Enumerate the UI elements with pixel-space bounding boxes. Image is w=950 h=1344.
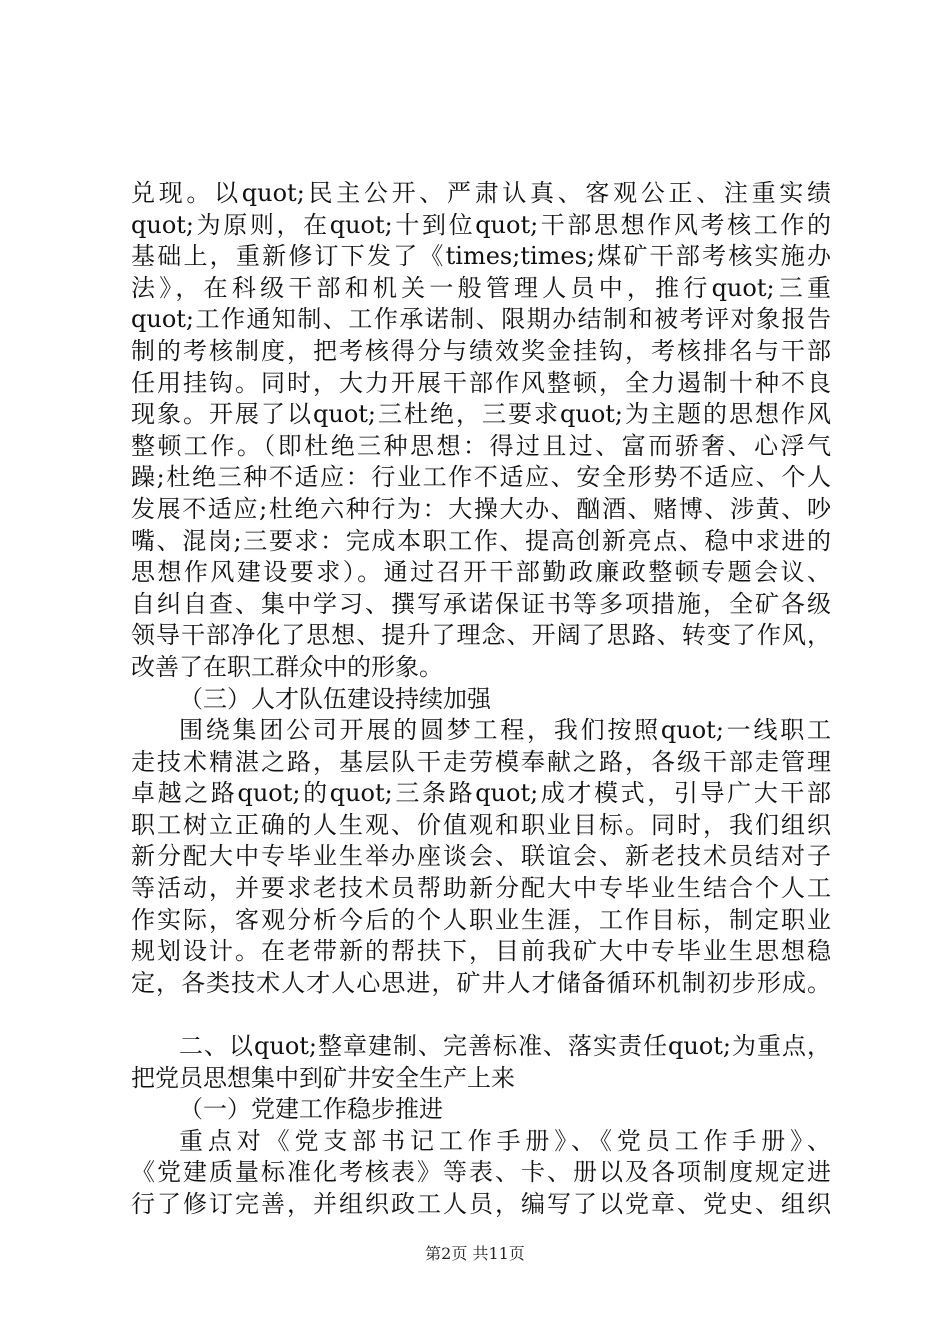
text-line: 行了修订完善，并组织政工人员，编写了以党章、党史、组织 [131, 1190, 831, 1218]
page-number-footer: 第2页 共11页 [425, 1244, 525, 1263]
text-line: quot;工作通知制、工作承诺制、限期办结制和被考评对象报告 [131, 305, 831, 334]
chapter-heading: 把党员思想集中到矿井安全生产上来 [131, 1063, 515, 1092]
section-heading: （一）党建工作稳步推进 [179, 1095, 443, 1124]
text-line: 整顿工作。（即杜绝三种思想：得过且过、富而骄奢、心浮气 [131, 431, 831, 460]
text-line: 躁;杜绝三种不适应：行业工作不适应、安全形势不适应、个人 [131, 463, 831, 492]
text-line: 定，各类技术人才人心思进，矿井人才储备循环机制初步形成。 [131, 968, 831, 997]
text-line: quot;为原则，在quot;十到位quot;干部思想作风考核工作的 [131, 210, 831, 239]
text-line: 现象。开展了以quot;三杜绝，三要求quot;为主题的思想作风 [131, 400, 831, 429]
text-line: 基础上，重新修订下发了《times;times;煤矿干部考核实施办 [131, 242, 831, 271]
text-line: 《党建质量标准化考核表》等表、卡、册以及各项制度规定进 [131, 1158, 831, 1187]
text-line: 作实际，客观分析今后的个人职业生涯，工作目标，制定职业 [131, 905, 831, 934]
text-line: 任用挂钩。同时，大力开展干部作风整顿，全力遏制十种不良 [131, 368, 831, 397]
text-line: 围绕集团公司开展的圆梦工程，我们按照quot;一线职工 [179, 716, 831, 745]
text-line: 改善了在职工群众中的形象。 [131, 652, 443, 681]
document-body [131, 178, 831, 1221]
paragraph-gap [131, 999, 831, 1031]
text-line: 思想作风建设要求）。通过召开干部勤政廉政整顿专题会议、 [131, 558, 831, 587]
section-heading: （三）人才队伍建设持续加强 [179, 684, 491, 713]
text-line: 等活动，并要求老技术员帮助新分配大中专毕业生结合个人工 [131, 874, 831, 903]
text-line: 重点对《党支部书记工作手册》、《党员工作手册》、 [179, 1126, 831, 1155]
text-line: 卓越之路quot;的quot;三条路quot;成才模式，引导广大干部 [131, 779, 831, 808]
text-line: 制的考核制度，把考核得分与绩效奖金挂钩，考核排名与干部 [131, 336, 831, 365]
text-line: 兑现。以quot;民主公开、严肃认真、客观公正、注重实绩 [131, 179, 831, 207]
text-line: 自纠自查、集中学习、撰写承诺保证书等多项措施，全矿各级 [131, 589, 831, 618]
chapter-heading: 二、以quot;整章建制、完善标准、落实责任quot;为重点， [179, 1032, 831, 1061]
text-line: 职工树立正确的人生观、价值观和职业目标。同时，我们组织 [131, 810, 831, 839]
text-line: 规划设计。在老带新的帮扶下，目前我矿大中专毕业生思想稳 [131, 937, 831, 966]
text-line: 新分配大中专毕业生举办座谈会、联谊会、新老技术员结对子 [131, 842, 831, 871]
text-line: 嘴、混岗;三要求：完成本职工作、提高创新亮点、稳中求进的 [131, 526, 831, 555]
text-line: 发展不适应;杜绝六种行为：大操大办、酗酒、赌博、涉黄、吵 [131, 494, 831, 523]
text-line: 法》，在科级干部和机关一般管理人员中，推行quot;三重 [131, 273, 831, 302]
text-line: 领导干部净化了思想、提升了理念、开阔了思路、转变了作风， [131, 621, 831, 650]
text-line: 走技术精湛之路，基层队干走劳模奉献之路，各级干部走管理 [131, 747, 831, 776]
